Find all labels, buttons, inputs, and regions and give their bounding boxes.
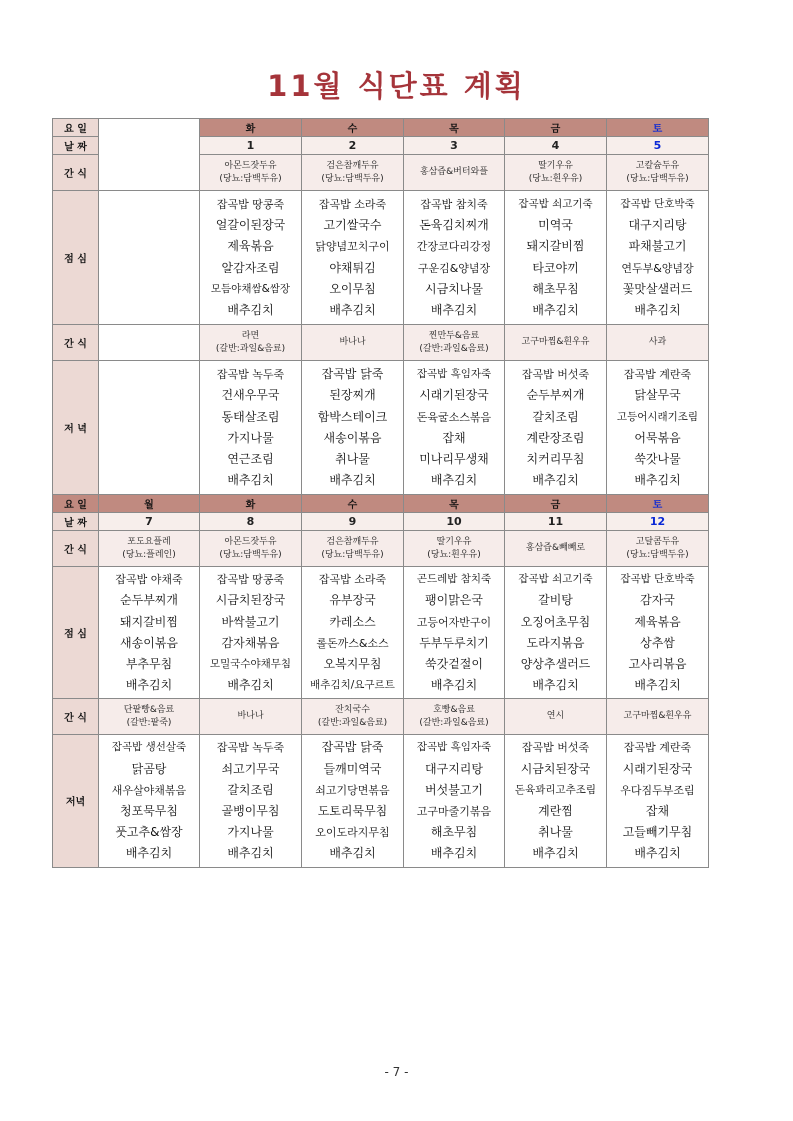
snack-label: 간 식 [53,155,99,191]
date-label: 날 짜 [53,513,99,531]
snack-cell-line: 홍삼즙&빼빼로 [525,543,586,554]
snack-cell [200,325,302,361]
dinner-cell-line: 잡곡밥 계란죽 [623,368,692,382]
lunch-cell-line: 대구지리탕 [628,218,687,233]
lunch-cell-line: 구운김&양념장 [417,261,491,275]
lunch-cell [607,191,709,325]
snack-cell-line: 검은참깨두유 [326,160,379,171]
snack-cell-line: 딸기우유 [538,160,573,171]
dinner-cell-line: 잡곡밥 버섯죽 [521,741,590,755]
dinner-cell-line: 해초무침 [430,825,478,840]
dinner-cell-line: 잡곡밥 흑임자죽 [416,741,492,754]
lunch-cell [607,567,709,699]
snack-cell-line: 고구마찜&흰우유 [623,711,692,722]
lunch-cell-line: 해초무침 [532,281,579,296]
dinner-cell-line: 잡곡밥 생선살죽 [111,741,187,754]
snack-cell-line: (갈반:과일&음료) [215,343,286,354]
lunch-cell-line: 잡곡밥 쇠고기죽 [518,198,593,210]
dinner-cell-line: 연근조림 [227,451,274,466]
dinner-cell-line: 취나물 [335,451,370,466]
snack-cell-line: 연시 [546,711,565,722]
day-header: 목 [404,119,505,137]
dinner-cell [302,361,404,495]
day-header: 수 [302,119,404,137]
day-header: 토 [607,119,709,137]
snack-cell [404,699,505,735]
lunch-cell-line: 도라지볶음 [526,635,585,650]
snack-cell-line: (갈반:과일&음료) [317,717,388,728]
lunch-label: 점 심 [53,567,99,699]
dinner-cell-line: 시금치된장국 [520,761,591,776]
page-title: 11월 식단표 계획 [267,69,526,103]
lunch-cell-line: 양상추샐러드 [520,657,591,671]
day-header: 화 [200,119,302,137]
dinner-cell-line: 닭곰탕 [131,761,167,776]
dinner-cell-line: 새송이볶음 [323,430,382,445]
lunch-cell-line: 배추김치 [634,302,681,317]
lunch-cell-line: 배추김치 [430,678,478,693]
lunch-cell [302,567,404,699]
lunch-cell-line: 배추김치 [227,678,274,693]
snack-cell [200,699,302,735]
lunch-cell-line: 잡곡밥 단호박죽 [620,573,695,586]
dinner-row [53,735,709,867]
dinner-cell-line: 버섯불고기 [425,782,483,797]
snack-cell [200,155,302,191]
lunch-cell-line: 시금치된장국 [215,593,286,608]
lunch-cell-line: 고사리볶음 [628,657,687,671]
dinner-cell-line: 쇠고기당면볶음 [315,783,390,797]
dinner-cell-line: 시래기된장국 [622,761,693,776]
lunch-cell-line: 배추김치/요구르트 [310,679,395,692]
lunch-cell-line: 새송이볶음 [120,635,178,650]
lunch-cell-line: 야채튀김 [329,260,376,275]
snack-label: 간 식 [53,325,99,361]
day-header: 금 [505,119,607,137]
date-cell: 5 [607,137,709,155]
lunch-cell-line: 배추김치 [227,302,274,317]
lunch-cell-line: 모밀국수야채무침 [209,658,292,670]
lunch-cell-line: 배추김치 [532,678,579,693]
snack-cell-line: 바나나 [237,711,264,722]
dinner-cell [607,735,709,867]
day-header: 목 [404,495,505,513]
dinner-cell-line: 동태살조림 [221,409,280,424]
lunch-cell-line: 잡곡밥 소라죽 [318,198,387,211]
date-row [53,513,709,531]
day-label: 요 일 [53,495,99,513]
snack-cell [505,155,607,191]
dinner-cell [607,361,709,495]
dinner-cell [302,735,404,867]
snack-cell-line: 고달콤두유 [635,536,680,547]
lunch-cell-line: 잡곡밥 야채죽 [115,573,183,587]
snack-pm-row [53,325,709,361]
page-number: - 7 - [384,1065,409,1079]
dinner-cell-line: 닭살무국 [634,388,681,403]
lunch-cell-line: 모듬야채쌈&쌈장 [210,282,291,295]
snack-cell-line: 라면 [241,330,260,341]
lunch-cell-line: 잡곡밥 땅콩죽 [216,198,285,211]
snack-am-row [53,531,709,567]
dinner-cell-line: 잡곡밥 버섯죽 [521,368,590,382]
meal-plan-table [52,118,709,868]
date-cell: 3 [404,137,505,155]
snack-cell [404,155,505,191]
lunch-cell [200,567,302,699]
snack-cell [505,325,607,361]
snack-cell [505,699,607,735]
lunch-cell-line: 고기쌀국수 [323,218,382,233]
date-cell: 8 [200,513,302,531]
lunch-cell-line: 순두부찌개 [120,593,178,608]
lunch-cell-line: 간장코다리강정 [416,240,492,254]
lunch-cell-line: 오이무침 [329,281,376,296]
snack-cell-line: 딸기우유 [436,536,472,547]
lunch-cell-line: 타코야끼 [532,260,579,275]
dinner-cell-line: 잡채 [645,803,670,818]
lunch-cell-line: 갈비탕 [538,593,573,608]
lunch-row [53,567,709,699]
snack-cell [302,531,404,567]
snack-cell-line: (갈반:팥죽) [126,717,172,728]
snack-cell [302,325,404,361]
snack-cell-line: (당뇨:담백두유) [626,549,689,560]
snack-label: 간 식 [53,531,99,567]
snack-cell [302,155,404,191]
lunch-cell-line: 돈육김치찌개 [419,218,489,233]
lunch-cell-line: 두부두루치기 [419,635,489,650]
snack-cell-line: 홍삼즙&버터와플 [420,167,488,177]
dinner-cell-line: 갈치조림 [227,782,274,797]
date-cell: 1 [200,137,302,155]
dinner-cell-line: 배추김치 [532,846,579,861]
lunch-cell-line: 배추김치 [125,678,173,693]
lunch-cell-line: 상추쌈 [640,635,675,650]
lunch-cell-line: 잡곡밥 소라죽 [318,573,387,587]
dinner-cell-line: 배추김치 [329,473,376,488]
dinner-cell-line: 쇠고기무국 [221,761,280,776]
dinner-cell-line: 순두부찌개 [526,388,585,403]
dinner-cell-line: 건새우무국 [221,388,280,403]
dinner-cell-line: 고들빼기무침 [622,825,693,840]
dinner-label: 저 녁 [53,361,99,495]
snack-cell-line: 고구마찜&흰우유 [521,337,590,348]
lunch-cell-line: 잡곡밥 쇠고기죽 [518,573,593,586]
snack-cell [302,699,404,735]
dinner-cell-line: 우다짐두부조림 [620,783,695,797]
dinner-cell-line: 치커리무침 [526,451,585,466]
dinner-cell-line: 풋고추&쌈장 [115,825,183,840]
lunch-cell-line: 제육볶음 [634,614,681,629]
lunch-cell [404,191,505,325]
snack-cell-line: (당뇨:흰우유) [528,173,583,184]
snack-cell-line: (당뇨:담백두유) [219,549,282,560]
dinner-cell [200,735,302,867]
dinner-cell-line: 돈육굴소스볶음 [416,410,492,424]
lunch-cell-line: 얼갈이된장국 [215,218,286,233]
dinner-cell [505,735,607,867]
dinner-cell-line: 배추김치 [532,473,579,488]
lunch-cell-line: 배추김치 [634,678,681,693]
snack-cell-line: (갈반:과일&음료) [419,717,489,728]
dinner-cell-line: 도토리묵무침 [317,803,388,818]
dinner-cell [99,735,200,867]
snack-cell-line: 아몬드잣두유 [224,536,277,547]
lunch-cell [505,191,607,325]
lunch-cell [404,567,505,699]
snack-cell [404,325,505,361]
lunch-cell-line: 잡곡밥 땅콩죽 [216,573,285,587]
lunch-cell-line: 알감자조림 [221,260,280,275]
dinner-cell-line: 가지나물 [227,825,274,840]
dinner-cell-line: 시래기된장국 [419,388,489,403]
dinner-cell-line: 배추김치 [634,473,681,488]
lunch-cell-line: 연두부&양념장 [621,261,694,275]
dinner-cell-line: 배추김치 [125,846,173,861]
lunch-cell-line: 미역국 [538,218,573,233]
lunch-cell-line: 시금치나물 [425,281,483,296]
lunch-row [53,191,709,325]
date-cell: 4 [505,137,607,155]
dinner-cell-line: 새우살야채볶음 [111,783,187,797]
snack-cell-line: (당뇨:담백두유) [626,173,689,184]
date-cell: 9 [302,513,404,531]
dinner-cell-line: 배추김치 [430,473,478,488]
dinner-cell [404,361,505,495]
snack-cell-line: 호빵&음료 [433,704,475,715]
dinner-cell-line: 미나리무생채 [419,451,489,466]
dinner-cell-line: 배추김치 [227,846,274,861]
dinner-cell [200,361,302,495]
lunch-cell-line: 제육볶음 [227,239,274,254]
lunch-cell-line: 팽이맑은국 [425,593,483,608]
snack-cell-line: (갈반:과일&음료) [419,343,489,354]
blank-monday [99,191,200,325]
lunch-cell-line: 감자국 [640,593,675,608]
day-header: 금 [505,495,607,513]
lunch-cell [99,567,200,699]
lunch-cell [505,567,607,699]
snack-cell-line: (당뇨:담백두유) [219,173,282,184]
snack-cell-line: 검은참깨두유 [326,536,379,547]
lunch-cell-line: 파채불고기 [628,239,687,254]
dinner-cell-line: 청포묵무침 [120,803,178,818]
dinner-cell-line: 갈치조림 [532,409,579,424]
dinner-cell-line: 잡곡밥 녹두죽 [216,741,285,755]
lunch-cell-line: 닭양념꼬치구이 [315,240,390,254]
lunch-cell-line: 쑥갓겉절이 [425,657,483,671]
dinner-cell-line: 돈육꽈리고추조림 [514,783,597,796]
snack-cell-line: 아몬드잣두유 [224,160,277,171]
snack-cell-line: (당뇨:플레인) [122,549,176,560]
lunch-cell [200,191,302,325]
dinner-cell-line: 배추김치 [430,846,478,861]
day-label: 요 일 [53,119,99,137]
lunch-cell-line: 유부장국 [329,593,376,608]
snack-cell-line: 사과 [648,337,667,348]
lunch-cell-line: 배추김치 [532,302,579,317]
lunch-cell-line: 롤돈까스&소스 [316,636,389,650]
snack-cell-line: 고칼슘두유 [635,160,680,171]
dinner-cell-line: 배추김치 [329,846,376,861]
snack-cell-line: (당뇨:담백두유) [321,549,384,560]
snack-cell [404,531,505,567]
lunch-cell [302,191,404,325]
lunch-cell-line: 고등어자반구이 [416,615,492,629]
dinner-cell-line: 고등어시래기조림 [616,410,699,423]
lunch-cell-line: 돼지갈비찜 [526,239,585,254]
dinner-cell-line: 계란찜 [538,803,573,818]
snack-cell-line: (당뇨:담백두유) [321,173,384,184]
date-cell: 10 [404,513,505,531]
lunch-cell-line: 잡곡밥 참치죽 [420,198,488,211]
snack-label: 간 식 [53,699,99,735]
dinner-cell-line: 대구지리탕 [425,761,483,776]
lunch-label: 점 심 [53,191,99,325]
dinner-cell-line: 잡곡밥 닭죽 [321,367,384,382]
snack-cell-line: 찐만두&음료 [428,330,480,341]
dinner-cell-line: 취나물 [538,825,573,840]
snack-cell-line: (당뇨:흰우유) [427,549,481,560]
dinner-cell-line: 어묵볶음 [634,430,681,445]
dinner-cell-line: 배추김치 [227,473,274,488]
dinner-cell [505,361,607,495]
lunch-cell-line: 오복지무침 [323,657,382,671]
day-header: 월 [99,495,200,513]
blank-monday [99,361,200,495]
lunch-cell-line: 꽃맛살샐러드 [622,281,693,296]
dinner-cell-line: 배추김치 [634,846,681,861]
snack-cell [99,531,200,567]
blank-monday [99,325,200,361]
lunch-cell-line: 배추김치 [430,302,478,317]
dinner-cell-line: 잡곡밥 흑임자죽 [416,368,492,381]
dinner-cell-line: 잡곡밥 녹두죽 [216,368,285,382]
dinner-cell-line: 잡채 [442,430,466,445]
snack-cell-line: 단팥빵&음료 [123,704,175,715]
lunch-cell-line: 바싹불고기 [221,614,280,629]
snack-cell [607,325,709,361]
dinner-cell-line: 쑥갓나물 [634,451,681,466]
dinner-label: 저녁 [53,735,99,867]
date-cell: 12 [607,513,709,531]
snack-cell-line: 포도요플레 [127,536,171,547]
snack-cell [607,699,709,735]
lunch-cell-line: 오징어초무침 [520,614,591,629]
dinner-cell-line: 고구마줄기볶음 [416,804,492,818]
dinner-cell-line: 가지나물 [227,430,274,445]
dinner-cell-line: 잡곡밥 계란죽 [623,741,692,755]
dinner-row [53,361,709,495]
date-cell: 11 [505,513,607,531]
lunch-cell-line: 잡곡밥 단호박죽 [620,198,695,210]
day-header: 화 [200,495,302,513]
lunch-cell-line: 곤드레밥 참치죽 [416,573,492,586]
day-row [53,119,709,137]
snack-cell-line: 바나나 [339,337,366,348]
day-header: 수 [302,495,404,513]
lunch-cell-line: 카레소스 [329,614,376,629]
date-cell: 7 [99,513,200,531]
dinner-cell-line: 잡곡밥 닭죽 [321,740,384,755]
day-header: 토 [607,495,709,513]
lunch-cell-line: 감자채볶음 [221,635,280,650]
day-row [53,495,709,513]
blank-monday [99,119,200,191]
dinner-cell-line: 계란장조림 [526,430,585,445]
snack-cell-line: 잔치국수 [335,704,370,715]
snack-cell [607,531,709,567]
snack-pm-row [53,699,709,735]
date-cell: 2 [302,137,404,155]
dinner-cell [404,735,505,867]
snack-cell [200,531,302,567]
dinner-cell-line: 골뱅이무침 [221,803,280,818]
snack-cell [99,699,200,735]
date-label: 날 짜 [53,137,99,155]
dinner-cell-line: 오이도라지무침 [315,826,390,840]
snack-cell [505,531,607,567]
lunch-cell-line: 부추무침 [125,657,173,671]
dinner-cell-line: 함박스테이크 [317,409,388,424]
lunch-cell-line: 배추김치 [329,302,376,317]
lunch-cell-line: 돼지갈비찜 [120,614,178,629]
snack-cell [607,155,709,191]
dinner-cell-line: 된장찌개 [329,388,376,403]
dinner-cell-line: 들깨미역국 [323,761,382,776]
